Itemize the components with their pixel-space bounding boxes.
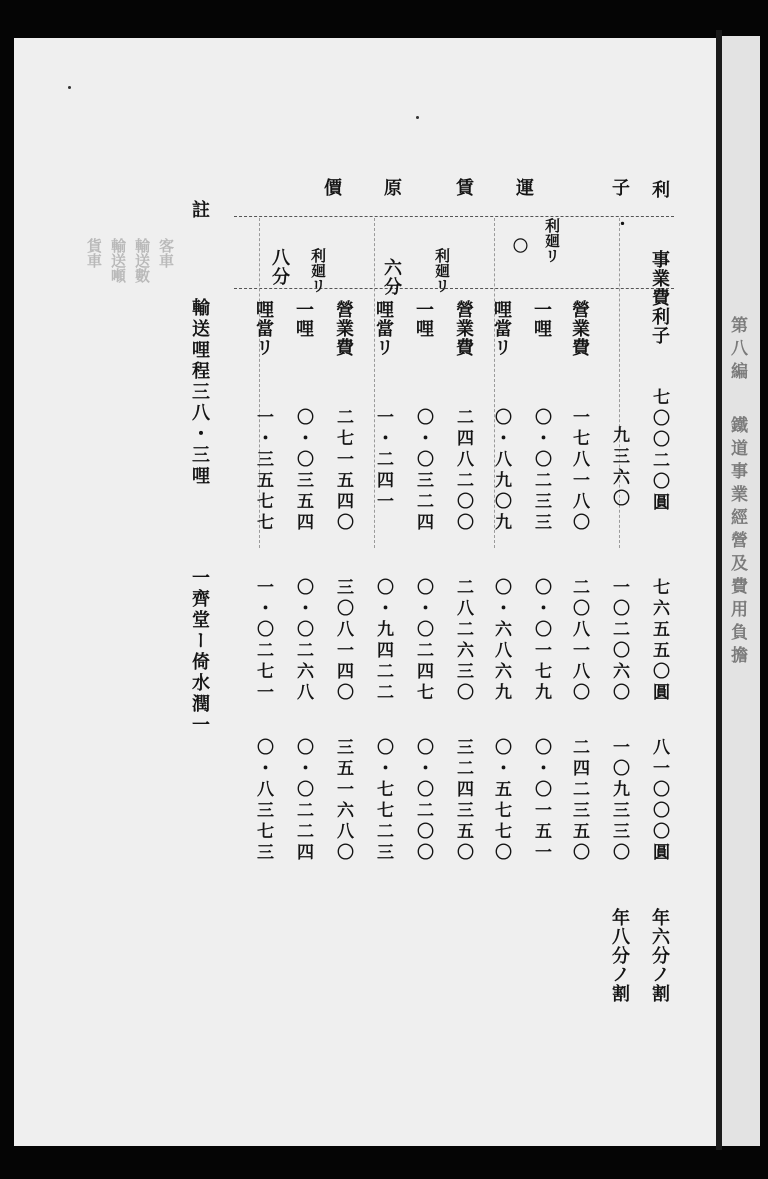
operating-row-1-label: 營業費	[569, 300, 590, 357]
rent-row-3-label: 哩當リ	[373, 300, 394, 357]
operating-row-1-value-1: 一七八一八〇	[569, 408, 589, 534]
annual-value-1: 九三六〇	[609, 426, 629, 510]
operating-row-2-value-1: 〇・〇二三三	[531, 408, 551, 534]
operating-row-3-value-2: 〇・六八六九	[491, 578, 511, 704]
price-row-3-value-1: 一・三五七七	[253, 408, 273, 534]
operating-row-3-label: 哩當リ	[491, 300, 512, 357]
ghost-column-1: 輸送噸	[109, 238, 127, 283]
price-note: 利廻リ	[309, 248, 327, 293]
rent-row-1-value-3: 三二四三五〇	[453, 738, 473, 864]
scan-speck	[68, 86, 71, 89]
rent-row-1-label: 營業費	[453, 300, 474, 357]
footnote-label: 註	[189, 200, 210, 219]
rent-row-2-value-3: 〇・〇二〇〇	[413, 738, 433, 864]
table-rule-top	[234, 216, 674, 217]
interest-label: 子	[609, 178, 630, 197]
scan-speck	[416, 116, 419, 119]
price-row-2-value-1: 〇・〇三五四	[293, 408, 313, 534]
operating-row-2-value-2: 〇・〇一七九	[531, 578, 551, 704]
interest-heading: 利	[649, 180, 670, 199]
rent-note: 利廻リ	[433, 248, 451, 293]
price-row-3-label: 哩當リ	[253, 300, 274, 357]
operating-note: 利廻リ	[543, 218, 561, 263]
rent-row-1-value-2: 二八二六三〇	[453, 578, 473, 704]
annual-value-2: 一〇二〇六〇	[609, 578, 629, 704]
running-header-title: 鐵道事業經營及費用負擔	[727, 416, 747, 669]
price-row-1-value-1: 二七一五四〇	[333, 408, 353, 534]
operating-row-2-label: 一哩	[531, 300, 552, 338]
principal-heading: 原	[381, 178, 402, 197]
rent-row-2-label: 一哩	[413, 300, 434, 338]
footnote-text: 輸送哩程三八・三哩	[189, 298, 210, 487]
annual-rate-2: 年八分ノ割	[609, 908, 630, 1003]
adjacent-page	[722, 36, 760, 1146]
price-row-1-label: 營業費	[333, 300, 354, 357]
price-row-2-label: 一哩	[293, 300, 314, 338]
ghost-column-4: 貨車	[85, 238, 103, 268]
interest-value-1: 七〇〇二〇圓	[649, 388, 669, 514]
interest-item: 事業費利子	[649, 250, 670, 345]
rent-row-3-value-3: 〇・七七二三	[373, 738, 393, 864]
interest-label-mark: ・	[613, 216, 631, 231]
operating-row-1-value-2: 二〇八一八〇	[569, 578, 589, 704]
operating-circle: 〇	[511, 238, 529, 253]
operating-row-2-value-3: 〇・〇一五一	[531, 738, 551, 864]
rent-row-3-value-1: 一・二四一	[373, 408, 393, 513]
rent-row-1-value-1: 二四八二〇〇	[453, 408, 473, 534]
table-rule-section	[234, 288, 674, 289]
rent-row-2-value-2: 〇・〇二四七	[413, 578, 433, 704]
price-row-1-value-2: 三〇八一四〇	[333, 578, 353, 704]
price-row-2-value-3: 〇・〇二二四	[293, 738, 313, 864]
principal-sub: 六分	[381, 258, 402, 296]
annual-rate-1: 年六分ノ割	[649, 908, 670, 1003]
price-row-1-value-3: 三五一六八〇	[333, 738, 353, 864]
running-header-chapter: 第八編	[727, 316, 747, 385]
ghost-column-3: 客車	[157, 238, 175, 268]
operating-heading: 運	[513, 178, 534, 197]
rent-row-3-value-2: 〇・九四二二	[373, 578, 393, 704]
price-row-2-value-2: 〇・〇二六八	[293, 578, 313, 704]
footnote-bracket: 一齊堂ー倚水潤一	[189, 568, 210, 736]
annual-value-3: 一〇九三三〇	[609, 738, 629, 864]
interest-value-3: 八一〇〇〇圓	[649, 738, 669, 864]
operating-row-1-value-3: 二四二三五〇	[569, 738, 589, 864]
price-sub: 八分	[269, 248, 290, 286]
price-row-3-value-2: 一・〇二七一	[253, 578, 273, 704]
ghost-column-2: 輸送數	[133, 238, 151, 283]
rent-heading: 賃	[453, 178, 474, 197]
operating-row-3-value-3: 〇・五七七〇	[491, 738, 511, 864]
interest-value-2: 七六五五〇圓	[649, 578, 669, 704]
rent-row-2-value-1: 〇・〇三二四	[413, 408, 433, 534]
document-page	[14, 38, 716, 1146]
operating-row-3-value-1: 〇・八九〇九	[491, 408, 511, 534]
price-row-3-value-3: 〇・八三七三	[253, 738, 273, 864]
price-heading: 價	[321, 178, 342, 197]
